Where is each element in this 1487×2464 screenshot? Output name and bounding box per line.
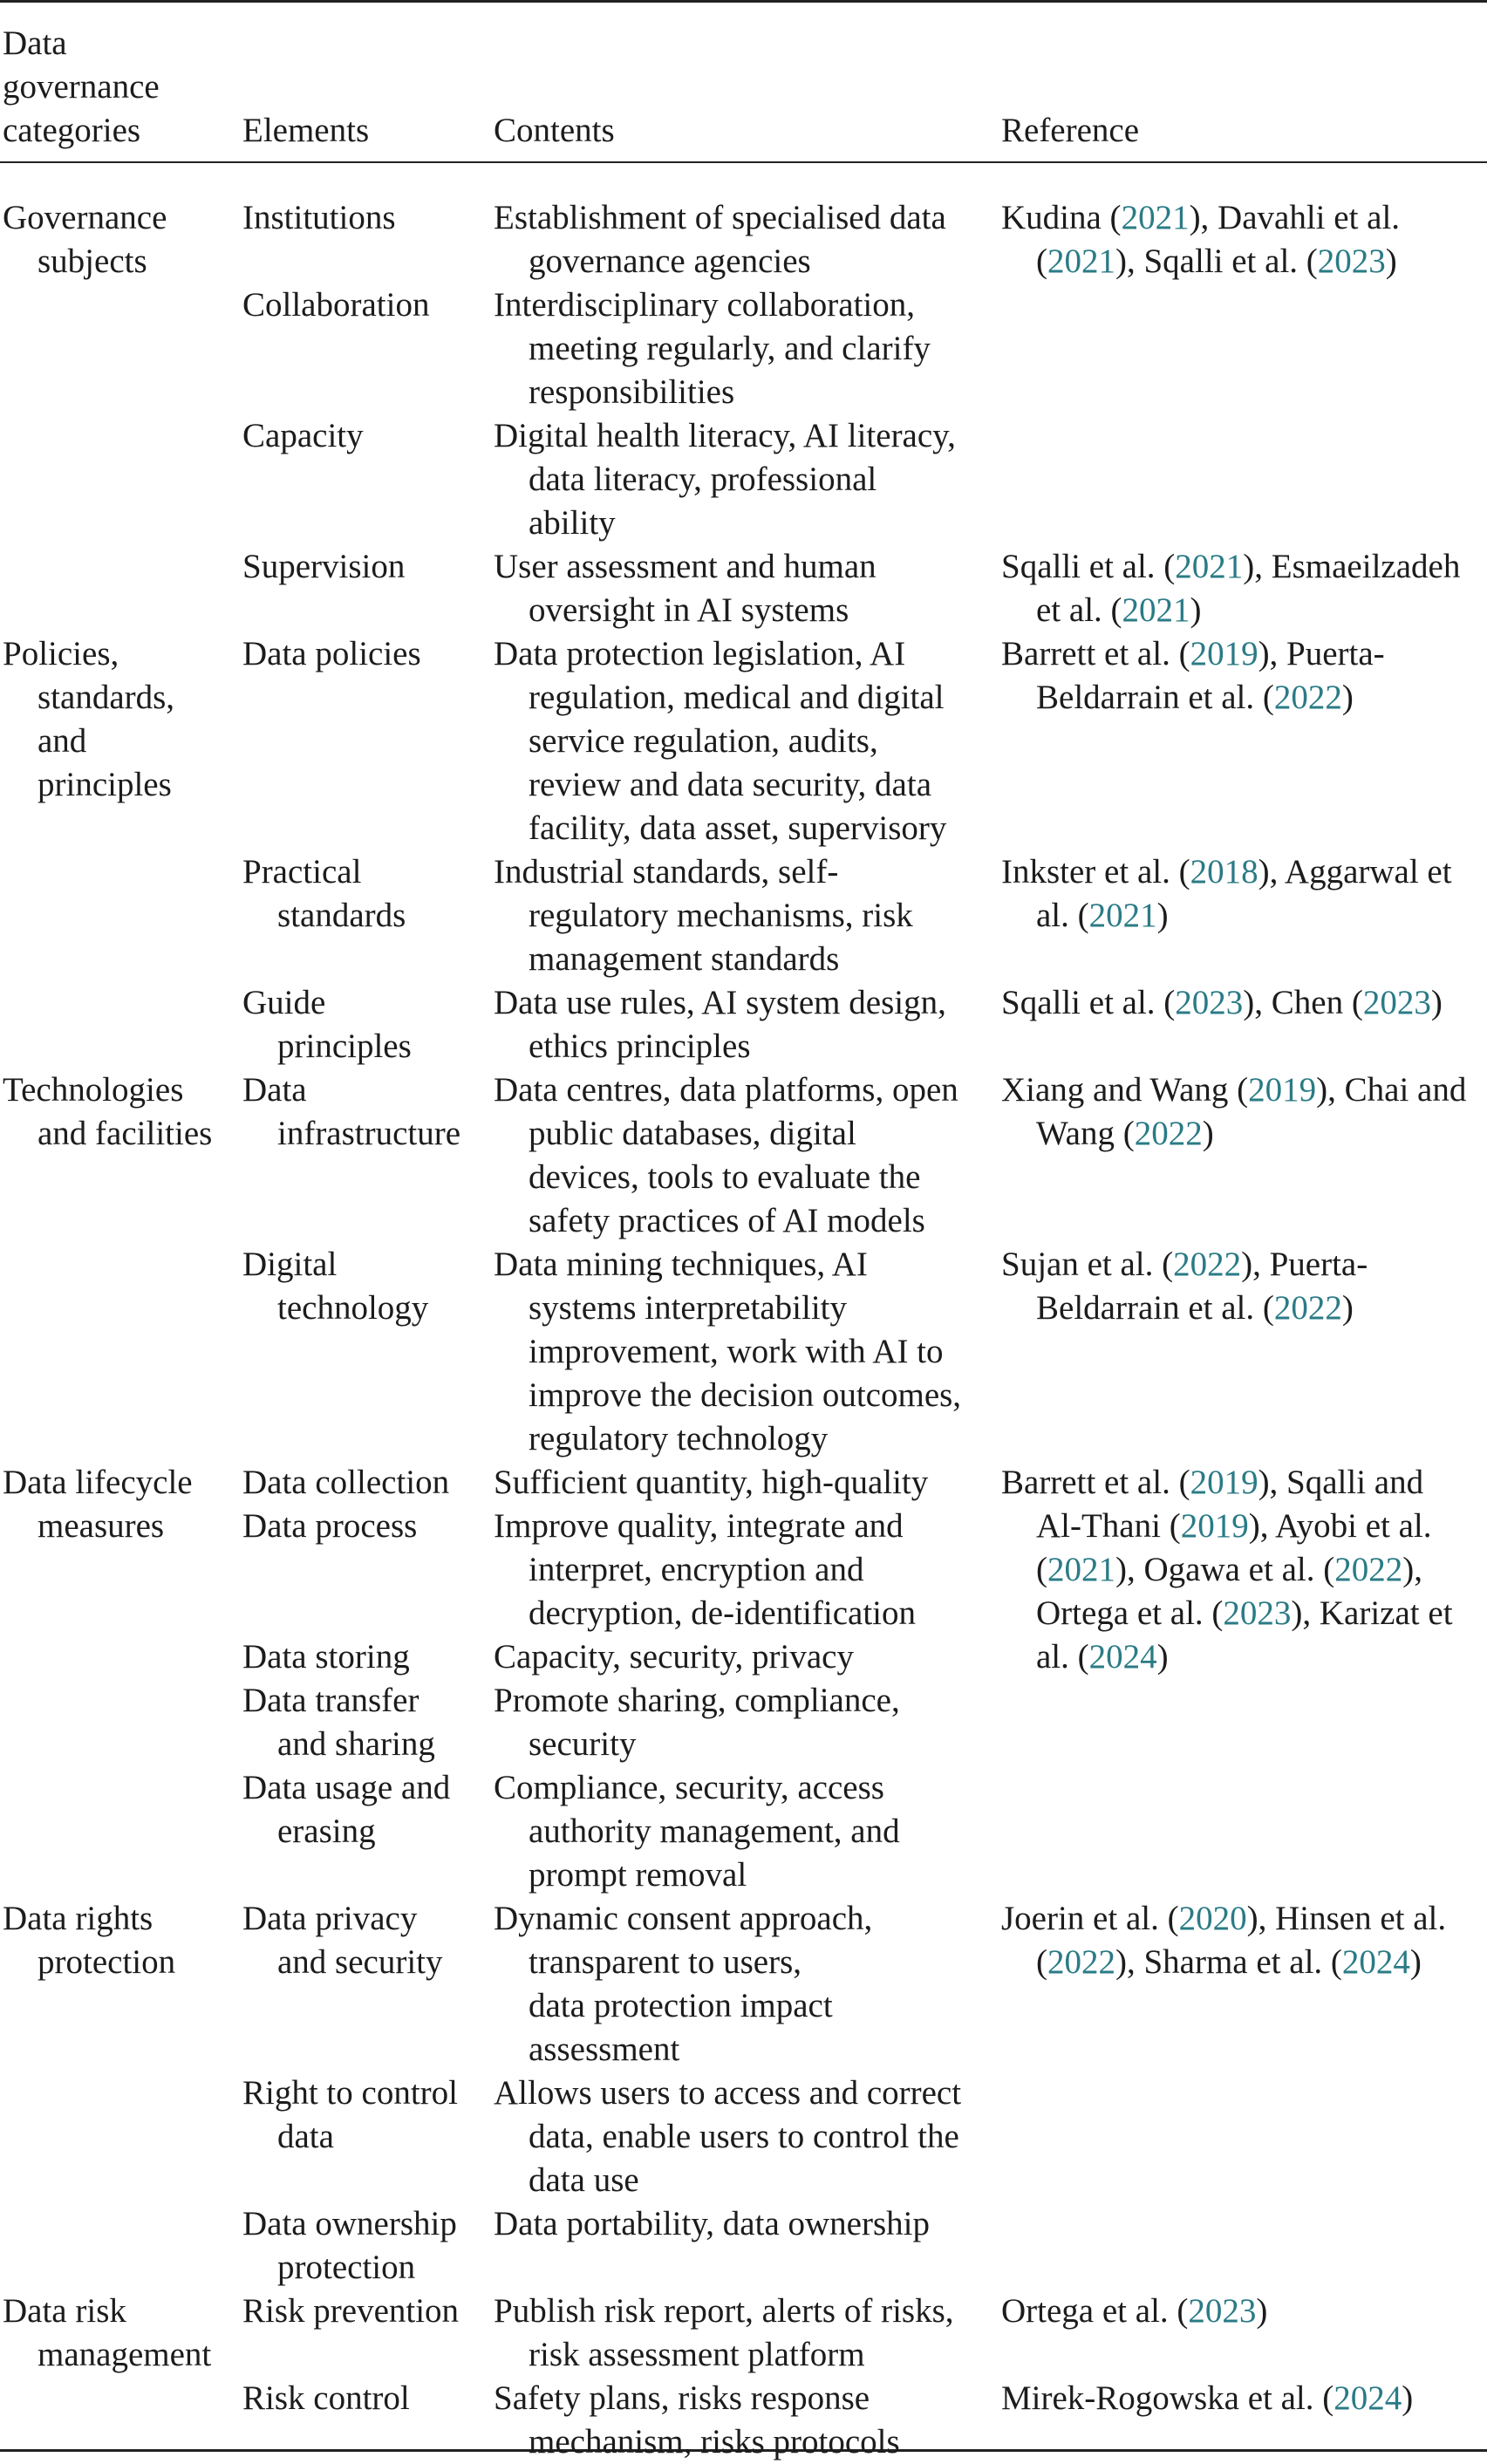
- element-cell-line: Institutions: [242, 199, 396, 236]
- element-cell-line: erasing: [277, 1812, 376, 1850]
- reference-line: [1001, 1287, 1487, 1330]
- contents-cell-line: Compliance, security, access: [494, 1769, 884, 1806]
- contents-cell-line: prompt removal: [529, 1856, 747, 1894]
- citation-year-link[interactable]: 2022: [1273, 1289, 1342, 1327]
- table-header-rule: [0, 161, 1487, 163]
- citation-year-link[interactable]: 2024: [1088, 1638, 1157, 1676]
- element-cell-line: Supervision: [242, 548, 406, 585]
- element-cell: [242, 632, 495, 676]
- contents-cell: [494, 1505, 999, 1635]
- element-cell: [242, 1897, 495, 1984]
- reference-text: ): [1385, 242, 1397, 280]
- reference-cell: [1001, 196, 1487, 283]
- contents-cell: [494, 545, 999, 632]
- contents-cell-line: devices, tools to evaluate the: [529, 1158, 921, 1196]
- citation-year-link[interactable]: 2022: [1273, 679, 1342, 716]
- contents-cell: [494, 632, 999, 850]
- category-cell-line: protection: [38, 1943, 176, 1981]
- contents-cell-line: data, enable users to control the: [529, 2118, 959, 2155]
- contents-cell: [494, 1635, 999, 1679]
- reference-line: [1001, 1941, 1487, 1984]
- contents-cell: [494, 2290, 999, 2377]
- element-cell: [242, 283, 495, 327]
- category-cell: [3, 196, 240, 283]
- citation-year-link[interactable]: 2022: [1047, 1943, 1115, 1981]
- element-cell-line: Collaboration: [242, 286, 430, 324]
- reference-text: ): [1256, 2292, 1268, 2330]
- reference-line: [1001, 196, 1487, 240]
- contents-cell-line: Data protection legislation, AI: [494, 635, 906, 672]
- category-cell: [3, 632, 240, 807]
- reference-text: ): [1190, 591, 1202, 629]
- header-categories-line: governance: [3, 68, 160, 106]
- element-cell: [242, 850, 495, 938]
- citation-year-link[interactable]: 2022: [1134, 1115, 1203, 1152]
- element-cell: [242, 545, 495, 589]
- reference-text: ), Ayobi et al.: [1248, 1507, 1432, 1545]
- category-cell-line: and: [38, 722, 87, 760]
- citation-year-link[interactable]: 2019: [1190, 1464, 1258, 1501]
- element-cell: [242, 981, 495, 1068]
- contents-cell: [494, 1897, 999, 2072]
- element-cell-line: and security: [277, 1943, 443, 1981]
- reference-text: Beldarrain et al. (: [1036, 679, 1274, 716]
- contents-cell-line: safety practices of AI models: [529, 1202, 925, 1239]
- citation-year-link[interactable]: 2021: [1047, 242, 1115, 280]
- reference-cell: [1001, 545, 1487, 632]
- header-reference: Reference: [1001, 112, 1140, 149]
- citation-year-link[interactable]: 2023: [1223, 1594, 1292, 1632]
- reference-text: ): [1409, 1943, 1422, 1981]
- citation-year-link[interactable]: 2021: [1122, 591, 1190, 629]
- contents-cell-line: oversight in AI systems: [529, 591, 849, 629]
- element-cell: [242, 2377, 495, 2420]
- contents-cell: [494, 1068, 999, 1243]
- citation-year-link[interactable]: 2018: [1190, 853, 1258, 891]
- contents-cell-line: data literacy, professional: [529, 461, 877, 498]
- contents-cell-line: responsibilities: [529, 373, 735, 411]
- citation-year-link[interactable]: 2021: [1175, 548, 1244, 585]
- contents-cell-line: Data use rules, AI system design,: [494, 984, 946, 1021]
- element-cell: [242, 1766, 495, 1853]
- reference-text: ): [1341, 1289, 1354, 1327]
- contents-cell-line: Safety plans, risks response: [494, 2379, 870, 2417]
- reference-text: Sujan et al. (: [1001, 1246, 1174, 1283]
- contents-cell: [494, 196, 999, 283]
- reference-text: ): [1202, 1115, 1214, 1152]
- citation-year-link[interactable]: 2022: [1173, 1246, 1242, 1283]
- reference-cell: [1001, 981, 1487, 1025]
- category-cell-line: Data rights: [3, 1900, 153, 1937]
- reference-line: [1001, 1243, 1487, 1287]
- reference-cell: [1001, 632, 1487, 720]
- reference-text: Ortega et al. (: [1036, 1594, 1224, 1632]
- citation-year-link[interactable]: 2021: [1047, 1551, 1115, 1588]
- reference-text: ): [1430, 984, 1443, 1021]
- category-cell-line: measures: [38, 1507, 165, 1545]
- reference-line: [1001, 850, 1487, 894]
- reference-text: ),: [1402, 1551, 1422, 1588]
- element-cell: [242, 1243, 495, 1330]
- element-cell-line: Data collection: [242, 1464, 450, 1501]
- element-cell-line: principles: [277, 1027, 412, 1065]
- reference-cell: [1001, 1461, 1487, 1679]
- reference-text: (: [1036, 242, 1047, 280]
- contents-cell-line: security: [529, 1725, 637, 1763]
- reference-line: [1001, 1592, 1487, 1635]
- element-cell-line: Data storing: [242, 1638, 410, 1676]
- contents-cell-line: service regulation, audits,: [529, 722, 878, 760]
- citation-year-link[interactable]: 2021: [1088, 897, 1157, 934]
- reference-text: ), Sqalli and: [1258, 1464, 1424, 1501]
- category-cell: [3, 1897, 240, 1984]
- reference-line: [1001, 1461, 1487, 1505]
- citation-year-link[interactable]: 2023: [1362, 984, 1431, 1021]
- reference-text: (: [1036, 1943, 1047, 1981]
- contents-cell-line: improvement, work with AI to: [529, 1333, 944, 1370]
- contents-cell-line: data use: [529, 2161, 639, 2199]
- reference-text: ), Puerta-: [1258, 635, 1385, 672]
- reference-text: ): [1156, 1638, 1169, 1676]
- element-cell-line: Risk control: [242, 2379, 410, 2417]
- element-cell-line: Capacity: [242, 417, 364, 454]
- contents-cell-line: transparent to users,: [529, 1943, 801, 1981]
- contents-cell-line: Dynamic consent approach,: [494, 1900, 873, 1937]
- contents-cell-line: Improve quality, integrate and: [494, 1507, 904, 1545]
- header-categories: [3, 22, 240, 153]
- reference-cell: [1001, 1068, 1487, 1156]
- citation-year-link[interactable]: 2019: [1190, 635, 1258, 672]
- contents-cell-line: Data centres, data platforms, open: [494, 1071, 958, 1109]
- contents-cell-line: meeting regularly, and clarify: [529, 330, 931, 367]
- reference-text: Al-Thani (: [1036, 1507, 1181, 1545]
- reference-text: Ortega et al. (: [1001, 2292, 1189, 2330]
- reference-text: ), Chai and: [1316, 1071, 1467, 1109]
- contents-cell-line: Sufficient quantity, high-quality: [494, 1464, 929, 1501]
- reference-text: al. (: [1036, 1638, 1089, 1676]
- reference-text: Mirek-Rogowska et al. (: [1001, 2379, 1334, 2417]
- contents-cell-line: Establishment of specialised data: [494, 199, 946, 236]
- category-cell: [3, 1068, 240, 1156]
- reference-line: [1001, 894, 1487, 938]
- reference-text: (: [1036, 1551, 1047, 1588]
- reference-text: Kudina (: [1001, 199, 1122, 236]
- contents-cell-line: Data mining techniques, AI: [494, 1246, 868, 1283]
- reference-line: [1001, 2290, 1487, 2333]
- citation-year-link[interactable]: 2021: [1121, 199, 1190, 236]
- category-cell: [3, 2290, 240, 2377]
- element-cell-line: Data process: [242, 1507, 418, 1545]
- element-cell-line: technology: [277, 1289, 429, 1327]
- reference-text: ), Esmaeilzadeh: [1243, 548, 1461, 585]
- category-cell-line: Policies,: [3, 635, 119, 672]
- element-cell: [242, 2072, 495, 2159]
- reference-line: [1001, 589, 1487, 632]
- contents-cell-line: facility, data asset, supervisory: [529, 809, 947, 847]
- element-cell: [242, 2202, 495, 2290]
- reference-text: ), Chen (: [1243, 984, 1363, 1021]
- citation-year-link[interactable]: 2019: [1180, 1507, 1249, 1545]
- reference-text: Xiang and Wang (: [1001, 1071, 1249, 1109]
- element-cell-line: and sharing: [277, 1725, 435, 1763]
- category-cell: [3, 1461, 240, 1548]
- contents-cell-line: regulatory mechanisms, risk: [529, 897, 913, 934]
- reference-text: ), Sqalli et al. (: [1115, 242, 1318, 280]
- contents-cell-line: Publish risk report, alerts of risks,: [494, 2292, 954, 2330]
- element-cell-line: Data usage and: [242, 1769, 451, 1806]
- element-cell-line: Guide: [242, 984, 326, 1021]
- contents-cell-line: User assessment and human: [494, 548, 877, 585]
- header-elements: Elements: [242, 112, 370, 149]
- reference-line: [1001, 2377, 1487, 2420]
- header-categories-line: categories: [3, 112, 141, 149]
- element-cell-line: Data policies: [242, 635, 421, 672]
- category-cell-line: standards,: [38, 679, 175, 716]
- element-cell-line: standards: [277, 897, 406, 934]
- contents-cell-line: mechanism, risks protocols: [529, 2423, 900, 2461]
- reference-text: Joerin et al. (: [1001, 1900, 1179, 1937]
- element-cell-line: data: [277, 2118, 334, 2155]
- contents-cell: [494, 1461, 999, 1505]
- reference-line: [1001, 1635, 1487, 1679]
- reference-text: ), Hinsen et al.: [1246, 1900, 1447, 1937]
- citation-year-link[interactable]: 2023: [1175, 984, 1244, 1021]
- contents-cell: [494, 981, 999, 1068]
- element-cell: [242, 1635, 495, 1679]
- contents-cell-line: Industrial standards, self-: [494, 853, 839, 891]
- category-cell-line: management: [38, 2336, 212, 2373]
- citation-year-link[interactable]: 2024: [1341, 1943, 1410, 1981]
- contents-cell-line: regulation, medical and digital: [529, 679, 945, 716]
- reference-line: [1001, 1548, 1487, 1592]
- contents-cell: [494, 2202, 999, 2246]
- element-cell-line: Risk prevention: [242, 2292, 460, 2330]
- element-cell: [242, 196, 495, 240]
- reference-cell: [1001, 2290, 1487, 2333]
- element-cell: [242, 1505, 495, 1548]
- contents-cell-line: authority management, and: [529, 1812, 900, 1850]
- reference-line: [1001, 240, 1487, 283]
- header-categories-line: Data: [3, 24, 67, 62]
- reference-cell: [1001, 1897, 1487, 1984]
- citation-year-link[interactable]: 2022: [1334, 1551, 1403, 1588]
- reference-cell: [1001, 1243, 1487, 1330]
- reference-text: ), Sharma et al. (: [1115, 1943, 1342, 1981]
- contents-cell: [494, 2072, 999, 2202]
- contents-cell-line: Digital health literacy, AI literacy,: [494, 417, 956, 454]
- contents-cell: [494, 283, 999, 414]
- element-cell-line: Digital: [242, 1246, 338, 1283]
- reference-text: al. (: [1036, 897, 1089, 934]
- contents-cell-line: governance agencies: [529, 242, 811, 280]
- citation-year-link[interactable]: 2019: [1248, 1071, 1317, 1109]
- element-cell-line: Practical: [242, 853, 362, 891]
- contents-cell-line: interpret, encryption and: [529, 1551, 864, 1588]
- reference-text: ), Ogawa et al. (: [1115, 1551, 1335, 1588]
- table-top-rule: [0, 0, 1487, 3]
- category-cell-line: principles: [38, 766, 172, 803]
- contents-cell: [494, 1243, 999, 1461]
- reference-line: [1001, 1068, 1487, 1112]
- reference-line: [1001, 545, 1487, 589]
- element-cell: [242, 1461, 495, 1505]
- reference-text: Sqalli et al. (: [1001, 548, 1176, 585]
- reference-text: ), Aggarwal et: [1258, 853, 1452, 891]
- citation-year-link[interactable]: 2023: [1188, 2292, 1257, 2330]
- citation-year-link[interactable]: 2020: [1178, 1900, 1247, 1937]
- contents-cell: [494, 850, 999, 981]
- reference-text: Beldarrain et al. (: [1036, 1289, 1274, 1327]
- category-cell-line: and facilities: [38, 1115, 213, 1152]
- category-cell-line: subjects: [38, 242, 147, 280]
- contents-cell-line: regulatory technology: [529, 1420, 829, 1457]
- contents-cell-line: data protection impact: [529, 1987, 833, 2024]
- reference-text: Inkster et al. (: [1001, 853, 1190, 891]
- category-cell-line: Data risk: [3, 2292, 126, 2330]
- element-cell: [242, 2290, 495, 2333]
- reference-text: Barrett et al. (: [1001, 1464, 1190, 1501]
- contents-cell-line: systems interpretability: [529, 1289, 848, 1327]
- reference-cell: [1001, 850, 1487, 938]
- reference-line: [1001, 632, 1487, 676]
- contents-cell-line: Capacity, security, privacy: [494, 1638, 854, 1676]
- contents-cell-line: Data portability, data ownership: [494, 2205, 930, 2242]
- reference-text: ): [1341, 679, 1354, 716]
- element-cell-line: Data: [242, 1071, 307, 1109]
- contents-cell-line: ability: [529, 504, 616, 542]
- contents-cell-line: decryption, de-identification: [529, 1594, 917, 1632]
- contents-cell-line: risk assessment platform: [529, 2336, 865, 2373]
- reference-text: Wang (: [1036, 1115, 1135, 1152]
- citation-year-link[interactable]: 2024: [1334, 2379, 1402, 2417]
- contents-cell: [494, 2377, 999, 2464]
- contents-cell-line: improve the decision outcomes,: [529, 1376, 962, 1414]
- contents-cell-line: public databases, digital: [529, 1115, 856, 1152]
- reference-text: et al. (: [1036, 591, 1122, 629]
- element-cell: [242, 414, 495, 458]
- reference-text: ): [1156, 897, 1169, 934]
- reference-line: [1001, 1505, 1487, 1548]
- contents-cell: [494, 414, 999, 545]
- reference-text: ), Karizat et: [1291, 1594, 1453, 1632]
- contents-cell-line: management standards: [529, 940, 840, 978]
- element-cell-line: Data transfer: [242, 1682, 419, 1719]
- reference-line: [1001, 981, 1487, 1025]
- contents-cell-line: Promote sharing, compliance,: [494, 1682, 900, 1719]
- reference-cell: [1001, 2377, 1487, 2420]
- contents-cell-line: Allows users to access and correct: [494, 2074, 962, 2112]
- reference-text: Sqalli et al. (: [1001, 984, 1176, 1021]
- contents-cell-line: ethics principles: [529, 1027, 751, 1065]
- element-cell-line: infrastructure: [277, 1115, 461, 1152]
- reference-text: ), Puerta-: [1241, 1246, 1368, 1283]
- reference-line: [1001, 1112, 1487, 1156]
- reference-line: [1001, 1897, 1487, 1941]
- element-cell-line: Data privacy: [242, 1900, 418, 1937]
- reference-text: Barrett et al. (: [1001, 635, 1190, 672]
- contents-cell-line: assessment: [529, 2031, 680, 2068]
- element-cell: [242, 1068, 495, 1156]
- reference-text: ), Davahli et al.: [1189, 199, 1401, 236]
- header-contents: Contents: [494, 112, 615, 149]
- contents-cell: [494, 1679, 999, 1766]
- element-cell: [242, 1679, 495, 1766]
- category-cell-line: Data lifecycle: [3, 1464, 193, 1501]
- reference-text: ): [1402, 2379, 1414, 2417]
- contents-cell-line: Interdisciplinary collaboration,: [494, 286, 916, 324]
- category-cell-line: Governance: [3, 199, 167, 236]
- element-cell-line: Data ownership: [242, 2205, 457, 2242]
- category-cell-line: Technologies: [3, 1071, 184, 1109]
- element-cell-line: Right to control: [242, 2074, 458, 2112]
- reference-line: [1001, 676, 1487, 720]
- contents-cell-line: review and data security, data: [529, 766, 932, 803]
- citation-year-link[interactable]: 2023: [1317, 242, 1386, 280]
- contents-cell: [494, 1766, 999, 1897]
- element-cell-line: protection: [277, 2249, 416, 2286]
